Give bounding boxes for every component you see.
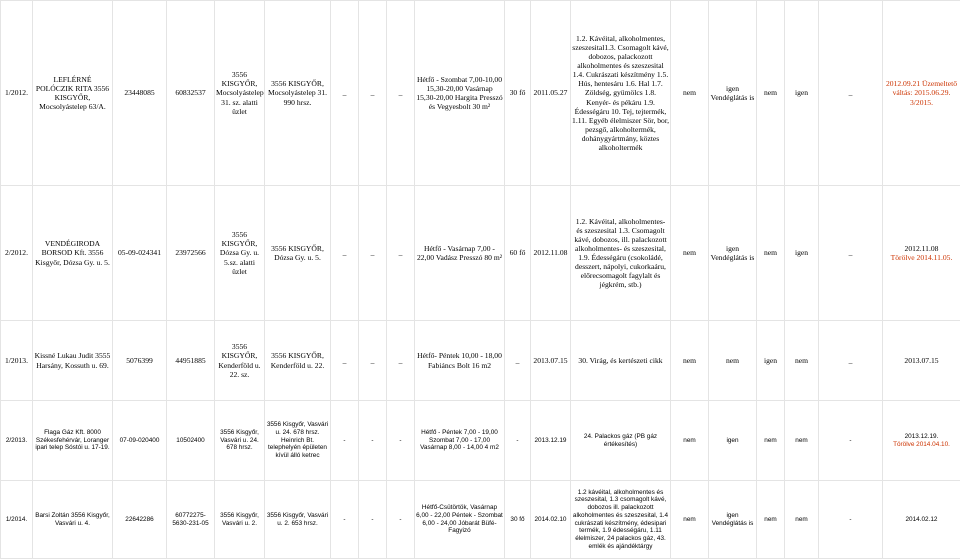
flag-cell: nem [757,186,785,321]
flag-cell: nem [785,321,819,401]
end-date: 2013.12.19. [904,432,939,440]
dash-cell: _ [359,1,387,186]
flag-cell: nem [785,401,819,481]
parcel-address: 3556 Kisgyőr, Vasvári u. 2. 653 hrsz. [265,481,331,559]
flag-cell: nem [671,1,709,186]
holder-cell: VENDÉGIRODA BORSOD Kft. 3556 Kisgyőr, Dózsa Gy. u. 5. [33,186,113,321]
seat-count: 30 fő [505,481,531,559]
entry-number: 1/2014. [1,481,33,559]
flag-cell: nem [671,401,709,481]
dash-cell: _ [359,321,387,401]
flag-cell: - [819,481,883,559]
opening-hours: Hétfő-Csütörtök, Vasárnap 6,00 - 22,00 Péntek - Szombat 6,00 - 24,00 Jóbarát Büfé-Fagyizó [415,481,505,559]
parcel-address: 3556 Kisgyőr, Vasvári u. 24. 678 hrsz. Heinrich Bt. telephelyén épületen kívül álló ketrec [265,401,331,481]
table-row [1,321,960,401]
flag-cell: nem [757,401,785,481]
seat-count: - [505,401,531,481]
table-row [1,481,960,559]
flag-cell: igen [785,186,819,321]
flag-cell: igen Vendéglátás is [709,186,757,321]
dash-cell: _ [331,1,359,186]
product-list: 1.2. Kávéital, alkoholmentes, szeszesital1.3. Csomagolt kávé, dobozos, palackozott alkoholmentes és szeszesital 1.4. Cukrászati készítmény 1.5. Hús, hentesáru 1.6. Hal 1.7. Zöldség, gyümölcs 1.8. Kenyér- és pékáru 1.9. Édességáru 10. Tej, tejtermék, 1.11. Egyéb élelmiszer Sör, bor, pezsgő, alkoholtermék, dohánygyártmány, köztes alkoholtermék [571,1,671,186]
dash-cell: - [359,481,387,559]
shop-address: 3556 KISGYŐR, Mocsolyástelep 31. sz. alatti üzlet [215,1,265,186]
end-note: 2012.09.21 Üzemeltető váltás: 2015.06.29. 3/2015. [883,1,960,186]
opening-hours: Hétfő - Szombat 7,00-10,00 15,30-20,00 Vasárnap 15,30-20,00 Hargita Presszó és Vegyesbolt 30 m² [415,1,505,186]
end-note [883,186,960,321]
shop-address: 3556 KISGYŐR, Kenderföld u. 22. sz. [215,321,265,401]
opening-hours: Hétfő - Vasárnap 7,00 - 22,00 Vadász Presszó 80 m² [415,186,505,321]
dash-cell: - [387,481,415,559]
flag-cell: nem [671,321,709,401]
product-list: 24. Palackos gáz (PB gáz értékesítés) [571,401,671,481]
tax-number: 23972566 [167,186,215,321]
table-row [1,1,960,186]
shop-address: 3556 KISGYŐR, Dózsa Gy. u. 5.sz. alatti üzlet [215,186,265,321]
start-date: 2014.02.10 [531,481,571,559]
dash-cell: _ [331,186,359,321]
holder-cell: Kissné Lukau Judit 3555 Harsány, Kossuth u. 69. [33,321,113,401]
tax-number: 44951885 [167,321,215,401]
dash-cell: _ [331,321,359,401]
opening-hours: Hétfő- Péntek 10,00 - 18,00 Fabiáncs Bolt 16 m2 [415,321,505,401]
table-row [1,401,960,481]
end-note [883,401,960,481]
tax-number: 60772275-5630-231-05 [167,481,215,559]
start-date: 2012.11.08 [531,186,571,321]
seat-count: 30 fő [505,1,531,186]
start-date: 2011.05.27 [531,1,571,186]
deleted-note: Törölve 2014.11.05. [890,253,953,262]
dash-cell: _ [359,186,387,321]
flag-cell: igen [709,401,757,481]
dash-cell: - [359,401,387,481]
shop-address: 3556 Kisgyőr, Vasvári u. 2. [215,481,265,559]
flag-cell: nem [709,321,757,401]
registration-number: 23448085 [113,1,167,186]
tax-number: 60832537 [167,1,215,186]
seat-count: 60 fő [505,186,531,321]
end-note: 2014.02.12 [883,481,960,559]
deleted-note: Törölve 2014.04.10. [893,440,950,448]
entry-number: 2/2012. [1,186,33,321]
holder-cell: LEFLÉRNÉ POLÓCZIK RITA 3556 KISGYŐR, Mocsolyástelep 63/A. [33,1,113,186]
flag-cell: igen Vendéglátás is [709,1,757,186]
registration-number: 05-09-024341 [113,186,167,321]
dash-cell: - [331,401,359,481]
flag-cell: _ [819,1,883,186]
flag-cell: nem [671,481,709,559]
dash-cell: _ [387,186,415,321]
end-date: 2012.11.08 [904,243,939,253]
registration-number: 07-09-020400 [113,401,167,481]
tax-number: 10502400 [167,401,215,481]
parcel-address: 3556 KISGYŐR, Dózsa Gy. u. 5. [265,186,331,321]
table-row [1,186,960,321]
flag-cell: - [819,401,883,481]
entry-number: 1/2013. [1,321,33,401]
flag-cell: igen Vendéglátás is [709,481,757,559]
opening-hours: Hétfő - Péntek 7,00 - 19,00 Szombat 7,00 - 17,00 Vasárnap 8,00 - 14,00 4 m2 [415,401,505,481]
product-list: 1.2 kávéital, alkoholmentes és szeszesital, 1.3 csomagolt kávé, dobozos ill. palackozott alkoholmentes és szeszesital, 1.4 cukrászati készítmény, édesipari termék, 1.9 édességáru, 1.11 élelmiszer, 24 palackos gáz, 43. emlék és ajándéktárgy [571,481,671,559]
flag-cell: nem [785,481,819,559]
dash-cell: _ [387,321,415,401]
flag-cell: nem [757,481,785,559]
shop-address: 3556 Kisgyőr, Vasvári u. 24. 678 hrsz. [215,401,265,481]
parcel-address: 3556 KISGYŐR, Kenderföld u. 22. [265,321,331,401]
registration-number: 22642286 [113,481,167,559]
product-list: 1.2. Kávéital, alkoholmentes- és szeszesital 1.3. Csomagolt kávé, dobozos, ill. palackozott alkoholmentes- és szeszesital, 1.9. Édességáru (csokoládé, desszert, nápolyi, cukorkaáru, előrecsomagolt fagylalt és jégkrém, stb.) [571,186,671,321]
parcel-address: 3556 KISGYŐR, Mocsolyástelep 31. 990 hrsz. [265,1,331,186]
flag-cell: nem [757,1,785,186]
holder-cell: Barsi Zoltán 3556 Kisgyőr, Vasvári u. 4. [33,481,113,559]
start-date: 2013.12.19 [531,401,571,481]
flag-cell: igen [757,321,785,401]
entry-number: 1/2012. [1,1,33,186]
registration-number: 5076399 [113,321,167,401]
dash-cell: - [387,401,415,481]
product-list: 30. Virág, és kertészeti cikk [571,321,671,401]
entry-number: 2/2013. [1,401,33,481]
start-date: 2013.07.15 [531,321,571,401]
flag-cell: _ [819,321,883,401]
end-note: 2013.07.15 [883,321,960,401]
dash-cell: - [331,481,359,559]
dash-cell: _ [387,1,415,186]
seat-count: _ [505,321,531,401]
holder-cell: Flaga Gáz Kft. 8000 Székesfehérvár, Loranger ipari telep Sóstói u. 17-19. [33,401,113,481]
flag-cell: igen [785,1,819,186]
flag-cell: nem [671,186,709,321]
flag-cell: _ [819,186,883,321]
